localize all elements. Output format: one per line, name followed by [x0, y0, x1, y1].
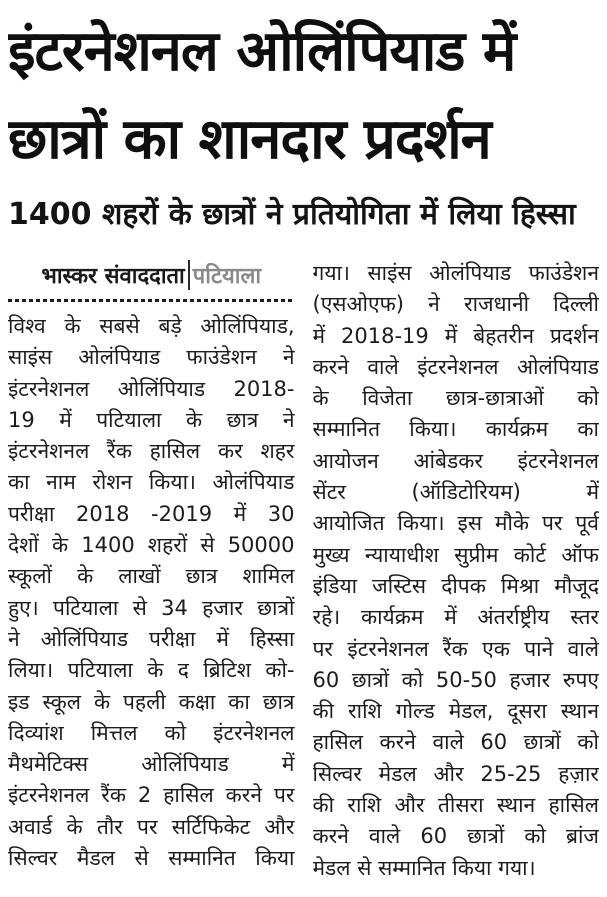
text-line: लिया। पटियाला के द ब्रिटिश को- [8, 658, 295, 683]
article-body-left [8, 311, 295, 874]
text-line: ने ओलिंपियाड परीक्षा में हिस्सा [8, 626, 295, 651]
text-line: करने वाले 60 छात्रों को ब्रांज [312, 824, 599, 849]
text-line: रहे। कार्यक्रम में अंतर्राष्ट्रीय स्तर [312, 605, 599, 630]
byline [8, 258, 295, 292]
text-line: पर इंटरनेशनल रैंक एक पाने वाले [312, 636, 599, 661]
text-line: आयोजित किया। इस मौके पर पूर्व [312, 511, 599, 536]
article-columns [8, 254, 599, 884]
text-line: सेंटर (ऑडिटोरियम) में [312, 480, 599, 505]
text-line: परीक्षा 2018 -2019 में 30 [8, 501, 295, 526]
text-line: विश्व के सबसे बड़े ओलिंपियाड, [8, 314, 295, 338]
text-line: मैथमेटिक्स ओलिंपियाड में [8, 752, 295, 777]
text-line: में 2018-19 में बेहतरीन प्रदर्शन [312, 323, 599, 348]
text-line: इंटरनेशनल ओलिंपियाड 2018- [8, 376, 295, 401]
text-line: की राशि और तीसरा स्थान हासिल [312, 793, 599, 818]
text-line: 60 छात्रों को 50-50 हजार रुपए [312, 667, 599, 692]
text-line: मुख्य न्यायाधीश सुप्रीम कोर्ट ऑफ [312, 542, 599, 567]
headline-line-1: इंटरनेशनल ओलिंपियाड में [8, 19, 516, 84]
text-line: करने वाले इंटरनेशनल ओलंपियाड [312, 354, 599, 379]
text-line: इंटरनेशनल रैंक 2 हासिल करने पर [8, 783, 295, 808]
text-line: दिव्यांश मित्तल को इंटरनेशनल [8, 720, 295, 745]
text-line: मेडल से सम्मानित किया गया। [312, 855, 536, 880]
text-line: स्कूलों के लाखों छात्र शामिल [8, 564, 295, 589]
subheadline: 1400 शहरों के छात्रों ने प्रतियोगिता में लिया हिस्सा [8, 197, 576, 232]
text-line: देशों के 1400 शहरों से 50000 [8, 533, 295, 558]
text-line: सम्मानित किया। कार्यक्रम का [312, 417, 599, 442]
text-line: आयोजन आंबेडकर इंटरनेशनल [312, 448, 599, 473]
text-line: अवार्ड के तौर पर सर्टिफिकेट और [8, 814, 295, 839]
article-column-right [313, 254, 600, 884]
dotted-separator [8, 299, 295, 302]
text-line: के विजेता छात्र-छात्राओं को [312, 386, 599, 411]
text-line: साइंस ओलंपियाड फाउंडेशन ने [8, 345, 295, 370]
text-line: सिल्वर मेडल और 25-25 हज़ार [312, 761, 599, 786]
text-line: की राशि गोल्ड मेडल, दूसरा स्थान [312, 699, 599, 724]
text-line: इंटरनेशनल रैंक हासिल कर शहर [8, 439, 295, 464]
text-line: 19 में पटियाला के छात्र ने [8, 407, 295, 432]
text-line: इंडिया जस्टिस दीपक मिश्रा मौजूद [312, 573, 599, 598]
text-line: सिल्वर मैडल से सम्मानित किया [8, 846, 295, 871]
text-line: (एसओएफ) ने राजधानी दिल्ली [312, 292, 599, 317]
byline-divider [188, 260, 190, 290]
byline-city: पटियाला [192, 264, 262, 289]
headline-line-2: छात्रों का शानदार प्रदर्शन [8, 107, 491, 172]
byline-reporter: भास्कर संवाददाता [41, 264, 185, 289]
text-line: हुए। पटियाला से 34 हजार छात्रों [8, 595, 295, 620]
article-body-right [313, 258, 600, 884]
text-line: का नाम रोशन किया। ओलंपियाड [8, 470, 295, 495]
headline [8, 8, 599, 184]
article-column-left [8, 254, 295, 884]
text-line: गया। साइंस ओलंपियाड फाउंडेशन [312, 261, 599, 285]
text-line: इड स्कूल के पहली कक्षा का छात्र [8, 689, 295, 714]
text-line: हासिल करने वाले 60 छात्रों को [312, 730, 599, 755]
